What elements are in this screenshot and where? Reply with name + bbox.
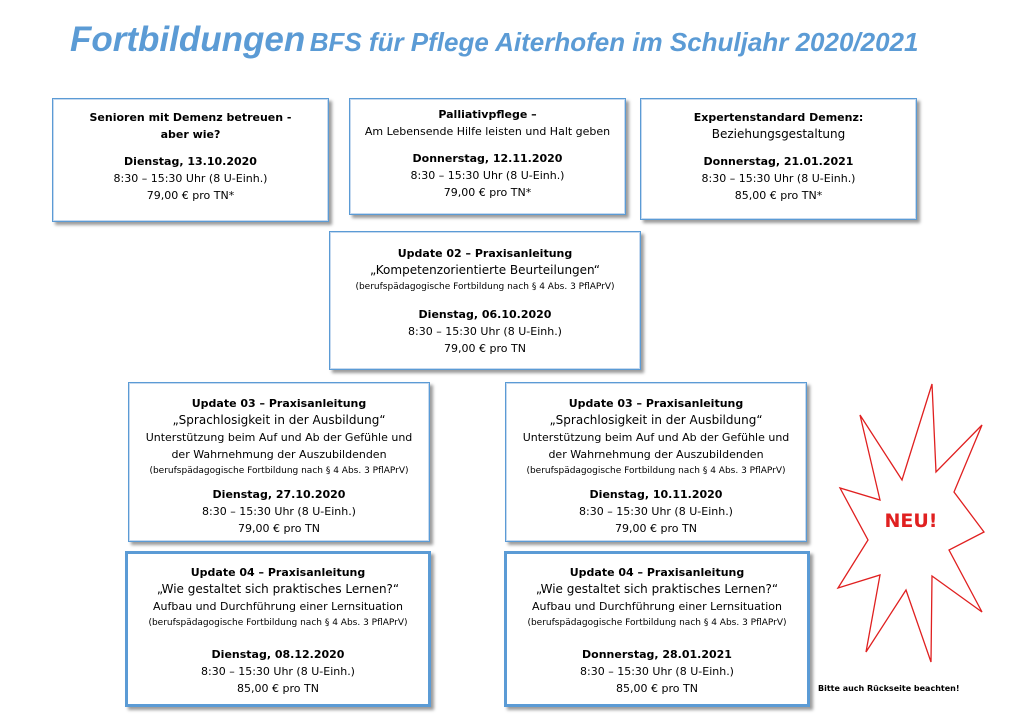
course-price: 85,00 € pro TN <box>616 682 698 695</box>
course-description: der Wahrnehmung der Auszubildenden <box>171 448 387 461</box>
course-date: Dienstag, 08.12.2020 <box>211 648 345 661</box>
course-date: Donnerstag, 28.01.2021 <box>582 648 732 661</box>
course-description: der Wahrnehmung der Auszubildenden <box>548 448 764 461</box>
course-date: Dienstag, 06.10.2020 <box>418 308 552 321</box>
course-price: 79,00 € pro TN <box>615 522 697 535</box>
course-price: 85,00 € pro TN <box>237 682 319 695</box>
course-date: Dienstag, 13.10.2020 <box>124 155 257 168</box>
course-subtitle: „Sprachlosigkeit in der Ausbildung“ <box>172 413 386 427</box>
course-title: Expertenstandard Demenz: <box>693 111 864 124</box>
course-date: Donnerstag, 12.11.2020 <box>412 152 563 165</box>
course-subtitle: „Wie gestaltet sich praktisches Lernen?“ <box>535 582 779 596</box>
page-title-main: Fortbildungen <box>70 20 306 59</box>
course-description: Unterstützung beim Auf und Ab der Gefühle und <box>522 431 790 444</box>
course-card-expert-standard <box>640 98 917 220</box>
course-description: Aufbau und Durchführung einer Lernsituation <box>532 600 782 613</box>
course-title: Update 04 – Praxisanleitung <box>190 566 366 579</box>
course-legal-note: (berufspädagogische Fortbildung nach § 4 Abs. 3 PflAPrV) <box>526 466 786 476</box>
course-date: Dienstag, 10.11.2020 <box>589 488 723 501</box>
course-subtitle: Beziehungsgestaltung <box>711 127 846 141</box>
course-price: 79,00 € pro TN <box>238 522 320 535</box>
course-subtitle: „Sprachlosigkeit in der Ausbildung“ <box>549 413 763 427</box>
course-time: 8:30 – 15:30 Uhr (8 U-Einh.) <box>579 505 733 518</box>
course-time: 8:30 – 15:30 Uhr (8 U-Einh.) <box>410 169 565 182</box>
course-subtitle: „Kompetenzorientierte Beurteilungen“ <box>369 263 600 277</box>
course-card-update-03b <box>505 382 807 542</box>
course-date: Dienstag, 27.10.2020 <box>212 488 346 501</box>
course-title: Palliativpflege – <box>438 108 537 121</box>
course-price: 85,00 € pro TN* <box>734 189 823 202</box>
course-description: Aufbau und Durchführung einer Lernsituation <box>153 600 403 613</box>
course-title: Update 03 – Praxisanleitung <box>191 397 367 410</box>
course-legal-note: (berufspädagogische Fortbildung nach § 4 Abs. 3 PflAPrV) <box>527 618 787 628</box>
course-title: Update 03 – Praxisanleitung <box>568 397 744 410</box>
course-card-update-02 <box>329 231 641 370</box>
course-description: Unterstützung beim Auf und Ab der Gefühle und <box>145 431 413 444</box>
course-card-update-03a <box>128 382 430 542</box>
back-page-note: Bitte auch Rückseite beachten! <box>818 684 960 693</box>
course-legal-note: (berufspädagogische Fortbildung nach § 4 Abs. 3 PflAPrV) <box>149 466 409 476</box>
course-title: Senioren mit Demenz betreuen - <box>89 111 292 124</box>
page-title <box>70 20 918 60</box>
course-title: Update 02 – Praxisanleitung <box>397 247 573 260</box>
course-time: 8:30 – 15:30 Uhr (8 U-Einh.) <box>201 665 355 678</box>
course-subtitle: „Wie gestaltet sich praktisches Lernen?“ <box>156 582 400 596</box>
course-price: 79,00 € pro TN* <box>443 186 532 199</box>
course-card-update-04b <box>504 551 810 707</box>
course-price: 79,00 € pro TN <box>444 342 526 355</box>
course-legal-note: (berufspädagogische Fortbildung nach § 4 Abs. 3 PflAPrV) <box>148 618 408 628</box>
course-date: Donnerstag, 21.01.2021 <box>703 155 854 168</box>
course-time: 8:30 – 15:30 Uhr (8 U-Einh.) <box>408 325 562 338</box>
course-time: 8:30 – 15:30 Uhr (8 U-Einh.) <box>202 505 356 518</box>
course-card-update-04a <box>125 551 431 707</box>
new-starburst-badge <box>836 380 986 670</box>
course-subtitle: Am Lebensende Hilfe leisten und Halt geben <box>364 125 611 138</box>
course-legal-note: (berufspädagogische Fortbildung nach § 4 Abs. 3 PflAPrV) <box>355 282 615 292</box>
course-time: 8:30 – 15:30 Uhr (8 U-Einh.) <box>701 172 856 185</box>
course-card-dementia <box>52 98 329 222</box>
course-time: 8:30 – 15:30 Uhr (8 U-Einh.) <box>580 665 734 678</box>
course-price: 79,00 € pro TN* <box>146 189 235 202</box>
course-card-palliative <box>349 98 626 215</box>
course-title: Update 04 – Praxisanleitung <box>569 566 745 579</box>
page-title-rest: BFS für Pflege Aiterhofen im Schuljahr 2020/2021 <box>309 27 919 57</box>
course-time: 8:30 – 15:30 Uhr (8 U-Einh.) <box>113 172 268 185</box>
course-title: aber wie? <box>160 128 221 141</box>
new-badge-label: NEU! <box>884 510 938 532</box>
